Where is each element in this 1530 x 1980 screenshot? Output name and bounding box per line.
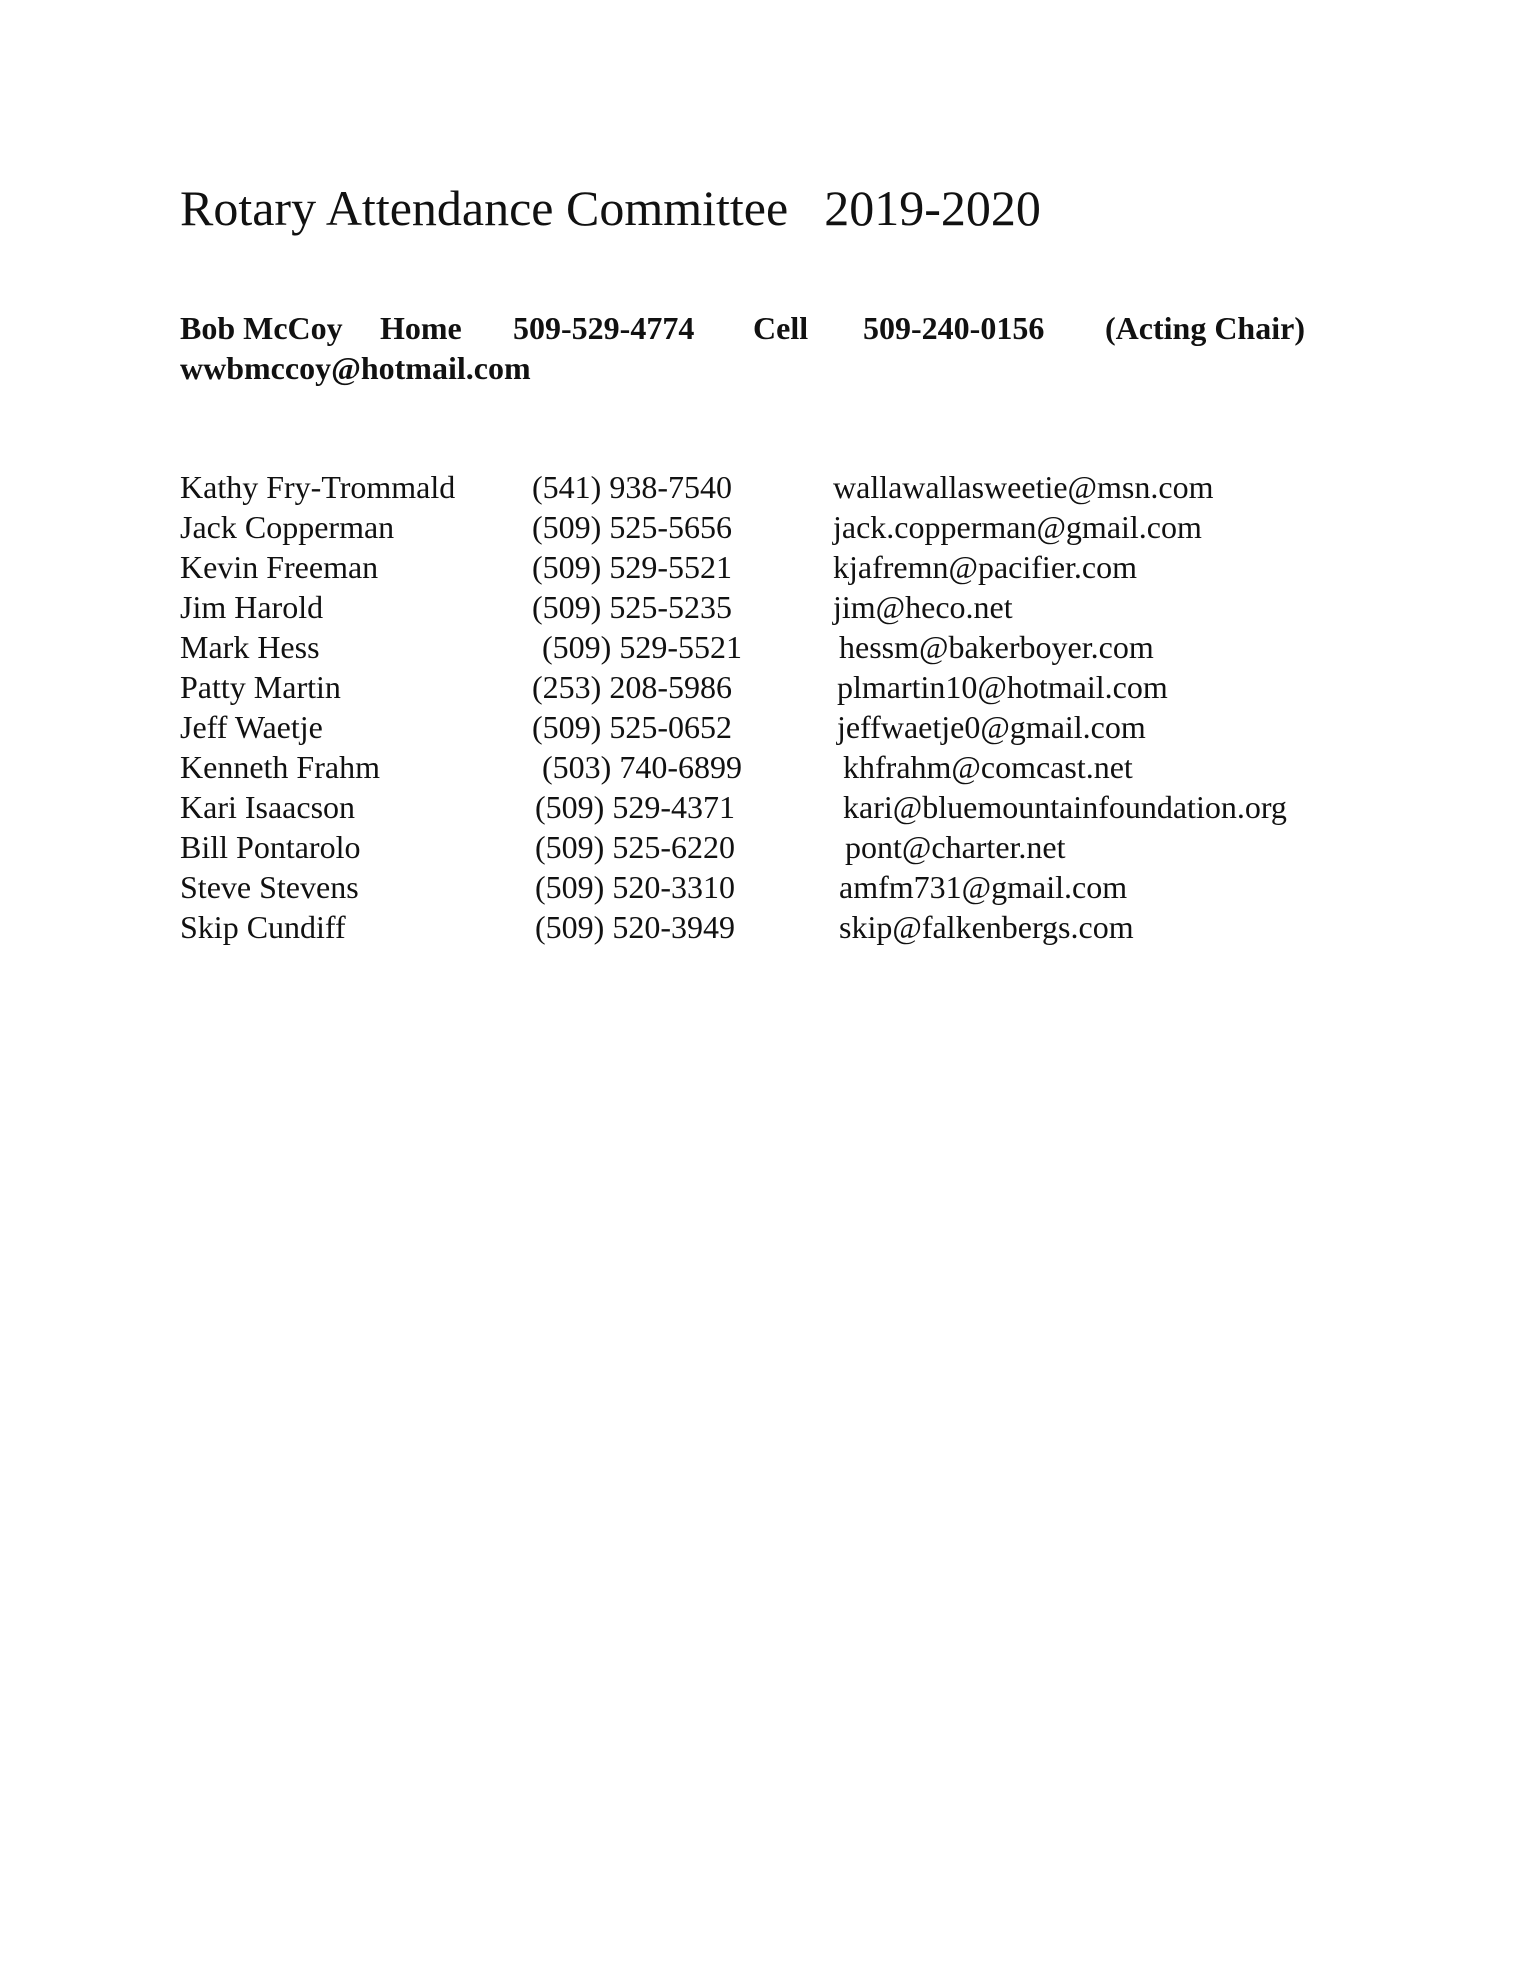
member-row xyxy=(180,787,1380,827)
member-name: Jim Harold xyxy=(180,589,324,625)
member-row xyxy=(180,627,1380,667)
member-email: jack.copperman@gmail.com xyxy=(833,509,1202,545)
member-name: Kathy Fry-Trommald xyxy=(180,469,456,505)
member-email: wallawallasweetie@msn.com xyxy=(833,469,1214,505)
member-phone: (509) 520-3949 xyxy=(535,909,735,945)
member-row xyxy=(180,827,1380,867)
document-title xyxy=(180,178,1041,238)
member-row xyxy=(180,467,1380,507)
chair-cell-label: Cell xyxy=(753,310,809,346)
member-name: Mark Hess xyxy=(180,629,320,665)
member-email: jeffwaetje0@gmail.com xyxy=(837,709,1146,745)
member-row xyxy=(180,547,1380,587)
chair-email: wwbmccoy@hotmail.com xyxy=(180,350,531,386)
member-phone: (509) 525-5656 xyxy=(532,509,732,545)
member-phone: (509) 529-5521 xyxy=(542,629,742,665)
member-name: Bill Pontarolo xyxy=(180,829,361,865)
title-text: Rotary Attendance Committee xyxy=(180,180,789,236)
chair-role: (Acting Chair) xyxy=(1105,310,1305,346)
member-name: Steve Stevens xyxy=(180,869,359,905)
member-email: khfrahm@comcast.net xyxy=(843,749,1133,785)
member-name: Kenneth Frahm xyxy=(180,749,380,785)
member-email: kjafremn@pacifier.com xyxy=(833,549,1137,585)
member-phone: (509) 525-0652 xyxy=(532,709,732,745)
member-email: amfm731@gmail.com xyxy=(839,869,1128,905)
member-row xyxy=(180,907,1380,947)
member-name: Jeff Waetje xyxy=(180,709,323,745)
member-email: pont@charter.net xyxy=(845,829,1066,865)
member-email: jim@heco.net xyxy=(833,589,1013,625)
chair-cell-phone: 509-240-0156 xyxy=(863,310,1045,346)
member-row xyxy=(180,747,1380,787)
title-year: 2019-2020 xyxy=(824,180,1041,236)
member-row xyxy=(180,867,1380,907)
member-phone: (541) 938-7540 xyxy=(532,469,732,505)
chair-contact-line xyxy=(180,308,1380,348)
member-row xyxy=(180,507,1380,547)
chair-home-label: Home xyxy=(380,310,462,346)
member-email: skip@falkenbergs.com xyxy=(839,909,1134,945)
member-email: plmartin10@hotmail.com xyxy=(837,669,1168,705)
chair-contact-block xyxy=(180,308,1380,388)
chair-email-line xyxy=(180,348,1380,388)
member-phone: (509) 525-5235 xyxy=(532,589,732,625)
chair-name: Bob McCoy xyxy=(180,310,343,346)
member-row xyxy=(180,667,1380,707)
member-name: Patty Martin xyxy=(180,669,341,705)
member-phone: (503) 740-6899 xyxy=(542,749,742,785)
member-roster xyxy=(180,467,1380,947)
member-phone: (253) 208-5986 xyxy=(532,669,732,705)
member-phone: (509) 520-3310 xyxy=(535,869,735,905)
member-name: Kari Isaacson xyxy=(180,789,356,825)
member-phone: (509) 529-5521 xyxy=(532,549,732,585)
member-row xyxy=(180,587,1380,627)
member-name: Jack Copperman xyxy=(180,509,395,545)
member-row xyxy=(180,707,1380,747)
chair-home-phone: 509-529-4774 xyxy=(513,310,695,346)
member-email: hessm@bakerboyer.com xyxy=(839,629,1154,665)
member-name: Kevin Freeman xyxy=(180,549,379,585)
member-phone: (509) 525-6220 xyxy=(535,829,735,865)
member-email: kari@bluemountainfoundation.org xyxy=(843,789,1287,825)
member-name: Skip Cundiff xyxy=(180,909,346,945)
member-phone: (509) 529-4371 xyxy=(535,789,735,825)
